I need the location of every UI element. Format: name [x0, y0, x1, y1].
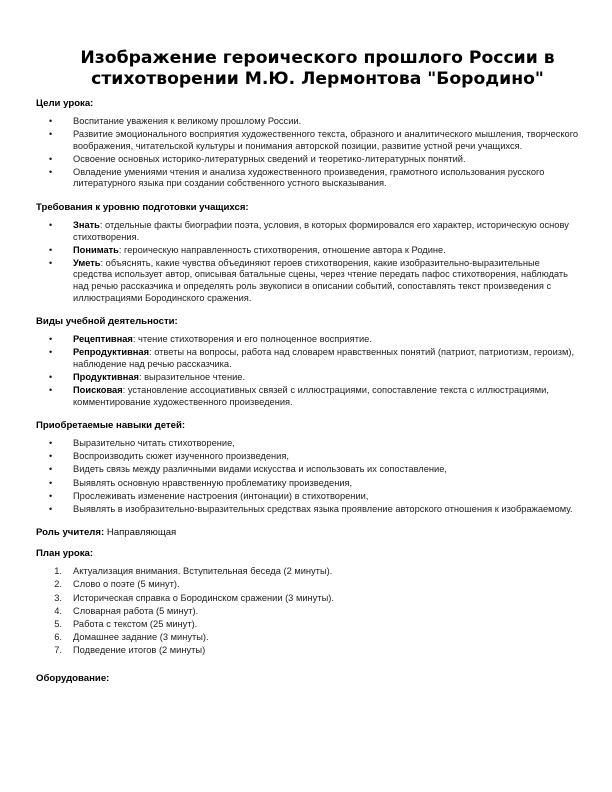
- skills-heading: Приобретаемые навыки детей:: [36, 420, 186, 432]
- item-text: Подведение итогов (2 минуты): [73, 644, 206, 655]
- teacher-role: [36, 527, 581, 539]
- activities-heading: Виды учебной деятельности:: [36, 316, 178, 328]
- list-item: [36, 347, 581, 370]
- item-number: 2.: [54, 579, 62, 590]
- list-item: • Овладение умениями чтения и анализа художественного произведения, грамотного использования русского литературного языка при создании собственного устного высказывания.: [36, 167, 581, 190]
- item-number: 5.: [54, 618, 62, 629]
- item-text: Словарная работа (5 минут).: [73, 605, 199, 616]
- term: Поисковая: [73, 385, 123, 396]
- term: Уметь: [73, 257, 101, 268]
- list-item: • Видеть связь между различными видами искусства и использовать их сопоставление,: [36, 464, 581, 476]
- goals-heading: Цели урока:: [36, 98, 94, 109]
- item-text: Историческая справка о Бородинском сражении (3 минуты).: [73, 592, 334, 603]
- definition: : ответы на вопросы, работа над словарем нравственных понятий (патриот, патриотизм, героизм), наблюдение над речью рассказчика.: [73, 347, 575, 369]
- list-item: [36, 619, 581, 631]
- list-item: [36, 372, 581, 384]
- item-text: Слово о поэте (5 минут).: [73, 579, 180, 590]
- plan-section: [36, 548, 581, 656]
- list-item: [36, 645, 581, 657]
- list-item: • Выразительно читать стихотворение,: [36, 438, 581, 450]
- teacher-role-label: Роль учителя:: [36, 527, 105, 539]
- list-item: [36, 593, 581, 605]
- definition: : героическую направленность стихотворения, отношение автора к Родине.: [118, 244, 446, 255]
- title-line-1: Изображение героического прошлого России в: [80, 48, 555, 68]
- term: Понимать: [73, 244, 119, 255]
- definition: : установление ассоциативных связей с иллюстрациями, сопоставление текста с иллюстрациями, комментирование художественного произведения.: [73, 385, 549, 407]
- activities-section: [36, 316, 581, 408]
- term: Знать: [73, 220, 100, 231]
- list-item: • Воспитание уважения к великому прошлому России.: [36, 116, 581, 128]
- teacher-role-value: Направляющая: [104, 527, 177, 539]
- definition: : чтение стихотворения и его полноценное восприятие.: [132, 334, 372, 345]
- equipment-heading: Оборудование:: [36, 672, 110, 684]
- list-item: [36, 220, 581, 243]
- item-text: Работа с текстом (25 минут).: [73, 618, 198, 629]
- requirements-list: [36, 220, 581, 304]
- list-item: • Развитие эмоционального восприятия художественного текста, образного и аналитического мышления, творческого воображения, читательской культуры и понимания авторской позиции, развитие устной речи учащихся.: [36, 129, 581, 152]
- list-item: [36, 566, 581, 578]
- item-text: Актуализация внимания. Вступительная беседа (2 минуты).: [73, 566, 333, 577]
- plan-heading: План урока:: [36, 548, 94, 560]
- skills-list: [36, 438, 581, 515]
- definition: : отдельные факты биографии поэта, условия, в которых формировался его характер, историческую основу стихотворения.: [73, 220, 569, 242]
- list-item: [36, 334, 581, 346]
- goals-list: [36, 116, 581, 190]
- list-item: • Выявлять в изобразительно-выразительных средствах языка проявление авторского отношения к изображаемому.: [36, 504, 581, 516]
- term: Рецептивная: [73, 334, 133, 345]
- item-number: 6.: [54, 631, 62, 642]
- list-item: [36, 579, 581, 591]
- list-item: • Воспроизводить сюжет изученного произведения,: [36, 451, 581, 463]
- list-item: [36, 245, 581, 257]
- term: Продуктивная: [73, 372, 139, 382]
- term: Репродуктивная: [73, 347, 150, 358]
- list-item: [36, 632, 581, 644]
- item-number: 4.: [54, 605, 62, 616]
- item-text: Домашнее задание (3 минуты).: [73, 631, 209, 642]
- list-item: • Выявлять основную нравственную проблематику произведения,: [36, 478, 581, 490]
- list-item: [36, 385, 581, 408]
- plan-list: [36, 566, 581, 656]
- definition: : выразительное чтение.: [138, 372, 246, 382]
- document-page: [36, 48, 581, 685]
- activities-list: [36, 334, 581, 408]
- document-title: [54, 48, 581, 90]
- list-item: • Прослеживать изменение настроения (интонации) в стихотворении,: [36, 491, 581, 503]
- item-number: 1.: [54, 566, 62, 577]
- list-item: • Освоение основных историко-литературных сведений и теоретико-литературных понятий.: [36, 154, 581, 166]
- item-number: 7.: [54, 644, 62, 655]
- title-line-2: стихотворении М.Ю. Лермонтова "Бородино": [91, 69, 544, 89]
- requirements-heading: Требования к уровню подготовки учащихся:: [36, 202, 249, 214]
- skills-section: [36, 420, 581, 515]
- requirements-section: [36, 202, 581, 304]
- list-item: [36, 258, 581, 304]
- definition: : объяснять, какие чувства объединяют героев стихотворения, какие изобразительно-выразительные средства использует автор, описывая батальные сцены, через чтение передать пафос стихотворения, наблюдать над речью рассказчика и определять роль звукописи в описании событий, сопоставлять текст произведения с иллюстрациями Бородинского сражения.: [73, 257, 568, 303]
- list-item: [36, 606, 581, 618]
- goals-section: [36, 98, 581, 190]
- item-number: 3.: [54, 592, 62, 603]
